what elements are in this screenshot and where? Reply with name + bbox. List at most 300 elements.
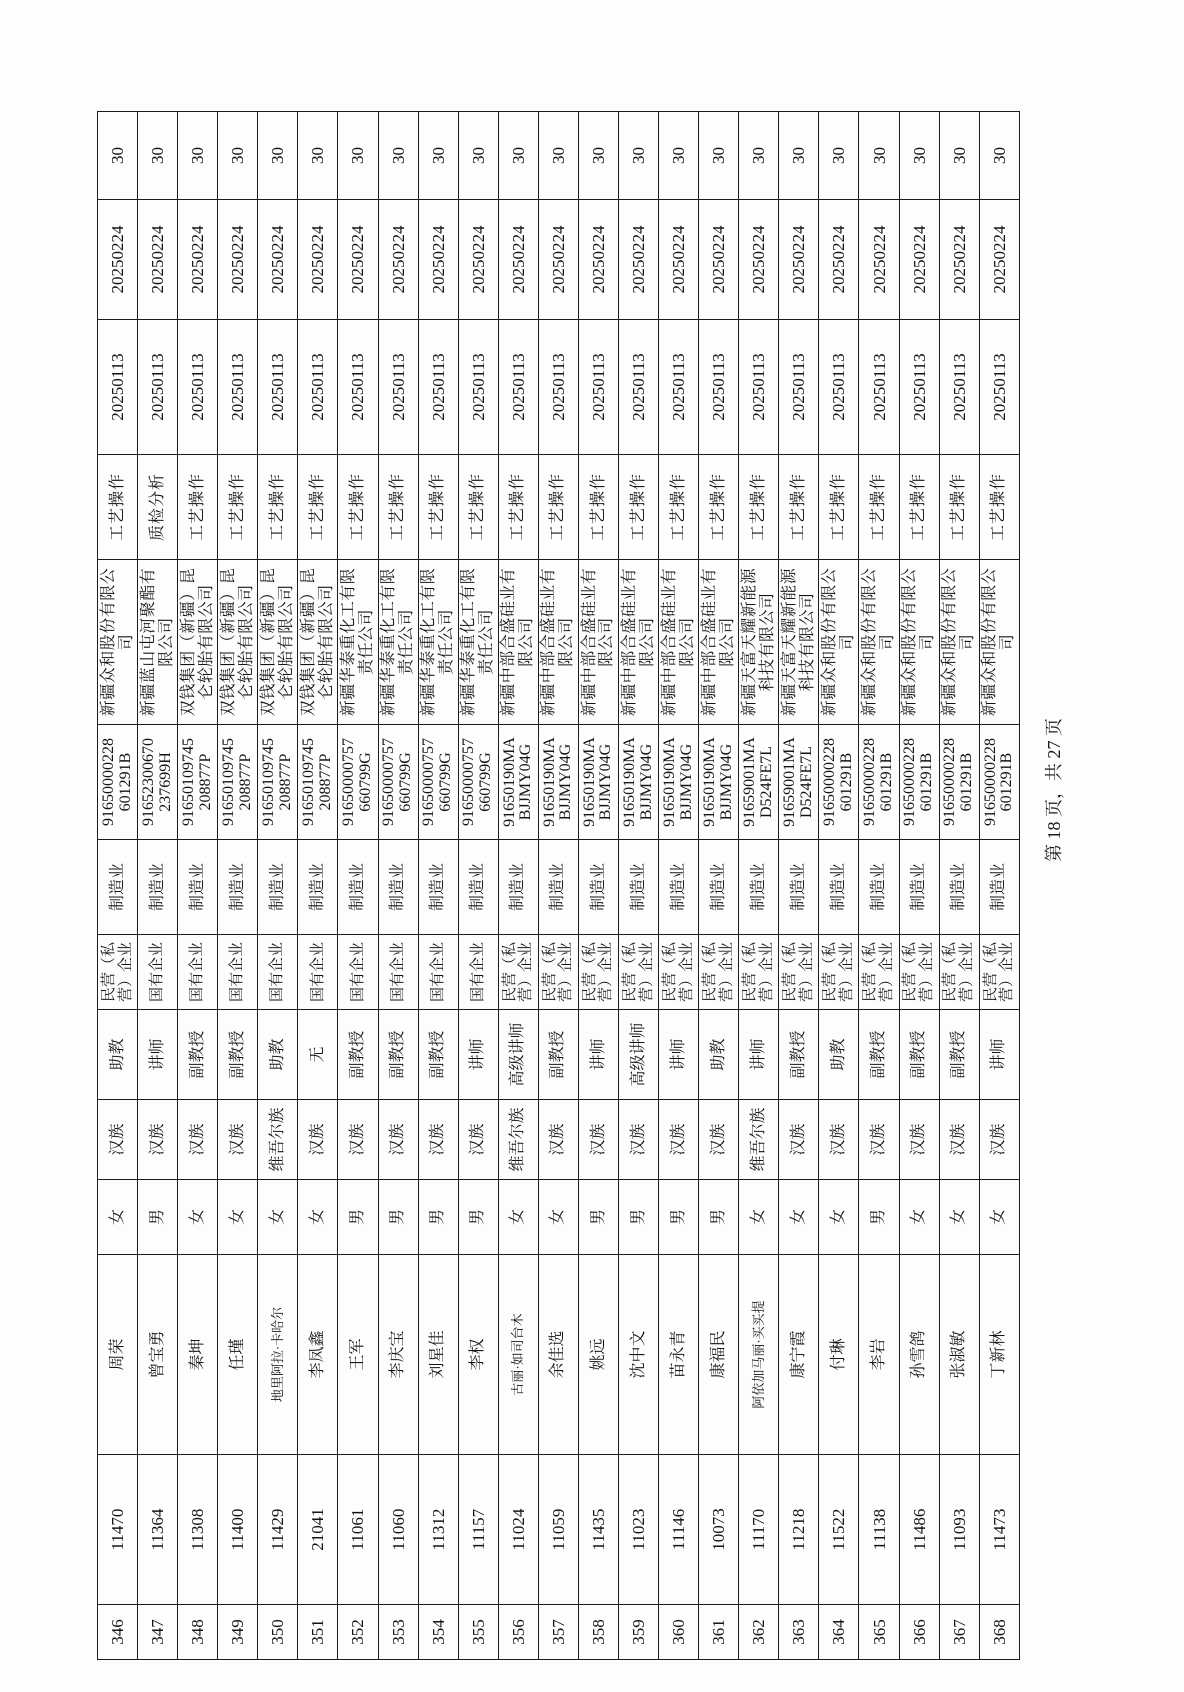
cell-enterprise-type: 民营（私营）企业	[699, 935, 739, 1010]
cell-enterprise-type: 国有企业	[138, 935, 178, 1010]
cell-gender: 男	[859, 1180, 899, 1255]
cell-name: 孙雪鸽	[899, 1255, 939, 1455]
cell-gender: 男	[619, 1180, 659, 1255]
cell-enterprise-type: 民营（私营）企业	[779, 935, 819, 1010]
cell-staff-id: 11400	[218, 1455, 258, 1605]
table-row	[218, 112, 258, 1660]
cell-end-date: 20250224	[578, 200, 618, 320]
cell-staff-id: 11364	[138, 1455, 178, 1605]
cell-staff-id: 11308	[178, 1455, 218, 1605]
cell-enterprise-type: 民营（私营）企业	[819, 935, 859, 1010]
cell-company: 新疆中部合盛硅业有限公司	[578, 560, 618, 725]
cell-professional-title: 副教授	[178, 1010, 218, 1100]
cell-seq-number: 353	[378, 1605, 418, 1660]
cell-job-type: 质检分析	[138, 455, 178, 560]
cell-enterprise-type: 民营（私营）企业	[739, 935, 779, 1010]
table-row	[378, 112, 418, 1660]
cell-credit-code: 91650000228601291B	[939, 725, 979, 840]
cell-industry: 制造业	[538, 840, 578, 935]
cell-end-date: 20250224	[659, 200, 699, 320]
cell-ethnicity: 汉族	[538, 1100, 578, 1180]
cell-ethnicity: 汉族	[578, 1100, 618, 1180]
cell-company: 双钱集团（新疆）昆仑轮胎有限公司	[298, 560, 338, 725]
cell-enterprise-type: 民营（私营）企业	[939, 935, 979, 1010]
cell-gender: 女	[819, 1180, 859, 1255]
cell-enterprise-type: 国有企业	[418, 935, 458, 1010]
cell-company: 新疆众和股份有限公司	[899, 560, 939, 725]
cell-job-type: 工艺操作	[899, 455, 939, 560]
cell-staff-id: 11059	[538, 1455, 578, 1605]
cell-job-type: 工艺操作	[578, 455, 618, 560]
cell-job-type: 工艺操作	[218, 455, 258, 560]
cell-hours: 30	[178, 112, 218, 200]
cell-staff-id: 21041	[298, 1455, 338, 1605]
cell-credit-code: 91650000757660799G	[458, 725, 498, 840]
cell-professional-title: 副教授	[378, 1010, 418, 1100]
cell-company: 新疆众和股份有限公司	[859, 560, 899, 725]
cell-name: 付琳	[819, 1255, 859, 1455]
cell-industry: 制造业	[498, 840, 538, 935]
cell-start-date: 20250113	[338, 320, 378, 455]
table-row	[819, 112, 859, 1660]
cell-end-date: 20250224	[298, 200, 338, 320]
cell-start-date: 20250113	[939, 320, 979, 455]
cell-enterprise-type: 国有企业	[458, 935, 498, 1010]
cell-company: 新疆众和股份有限公司	[979, 560, 1019, 725]
cell-industry: 制造业	[699, 840, 739, 935]
cell-end-date: 20250224	[699, 200, 739, 320]
table-row	[899, 112, 939, 1660]
cell-industry: 制造业	[819, 840, 859, 935]
cell-seq-number: 354	[418, 1605, 458, 1660]
cell-ethnicity: 汉族	[899, 1100, 939, 1180]
cell-company: 新疆中部合盛硅业有限公司	[619, 560, 659, 725]
cell-ethnicity: 汉族	[458, 1100, 498, 1180]
cell-credit-code: 91650000228601291B	[819, 725, 859, 840]
cell-staff-id: 11061	[338, 1455, 378, 1605]
cell-credit-code: 91650000228601291B	[98, 725, 138, 840]
cell-enterprise-type: 国有企业	[378, 935, 418, 1010]
cell-ethnicity: 汉族	[659, 1100, 699, 1180]
table-row	[538, 112, 578, 1660]
cell-job-type: 工艺操作	[498, 455, 538, 560]
cell-gender: 男	[418, 1180, 458, 1255]
cell-credit-code: 91650000757660799G	[378, 725, 418, 840]
cell-name: 李岩	[859, 1255, 899, 1455]
cell-start-date: 20250113	[578, 320, 618, 455]
cell-credit-code: 91650109745208877P	[218, 725, 258, 840]
table-row	[138, 112, 178, 1660]
cell-company: 新疆华泰重化工有限责任公司	[378, 560, 418, 725]
cell-company: 新疆天富天耀新能源科技有限公司	[739, 560, 779, 725]
cell-gender: 男	[338, 1180, 378, 1255]
cell-seq-number: 360	[659, 1605, 699, 1660]
cell-name: 周荣	[98, 1255, 138, 1455]
roster-body	[98, 112, 1020, 1660]
cell-ethnicity: 汉族	[819, 1100, 859, 1180]
cell-start-date: 20250113	[699, 320, 739, 455]
cell-company: 新疆中部合盛硅业有限公司	[498, 560, 538, 725]
cell-gender: 女	[98, 1180, 138, 1255]
cell-credit-code: 91650000228601291B	[859, 725, 899, 840]
cell-industry: 制造业	[899, 840, 939, 935]
cell-gender: 女	[979, 1180, 1019, 1255]
cell-enterprise-type: 国有企业	[258, 935, 298, 1010]
cell-start-date: 20250113	[859, 320, 899, 455]
cell-staff-id: 11473	[979, 1455, 1019, 1605]
cell-seq-number: 361	[699, 1605, 739, 1660]
cell-ethnicity: 维吾尔族	[258, 1100, 298, 1180]
table-row	[779, 112, 819, 1660]
cell-enterprise-type: 国有企业	[338, 935, 378, 1010]
cell-hours: 30	[458, 112, 498, 200]
cell-seq-number: 351	[298, 1605, 338, 1660]
cell-seq-number: 368	[979, 1605, 1019, 1660]
cell-professional-title: 副教授	[338, 1010, 378, 1100]
cell-start-date: 20250113	[98, 320, 138, 455]
cell-staff-id: 11470	[98, 1455, 138, 1605]
cell-company: 新疆华泰重化工有限责任公司	[418, 560, 458, 725]
cell-name: 姚远	[578, 1255, 618, 1455]
cell-company: 新疆华泰重化工有限责任公司	[338, 560, 378, 725]
table-row	[418, 112, 458, 1660]
table-row	[659, 112, 699, 1660]
cell-gender: 男	[659, 1180, 699, 1255]
cell-staff-id: 11522	[819, 1455, 859, 1605]
cell-seq-number: 349	[218, 1605, 258, 1660]
cell-industry: 制造业	[258, 840, 298, 935]
cell-staff-id: 11486	[899, 1455, 939, 1605]
cell-ethnicity: 汉族	[218, 1100, 258, 1180]
cell-start-date: 20250113	[979, 320, 1019, 455]
cell-industry: 制造业	[979, 840, 1019, 935]
cell-enterprise-type: 民营（私营）企业	[578, 935, 618, 1010]
cell-credit-code: 91659001MAD524FE7L	[779, 725, 819, 840]
cell-end-date: 20250224	[458, 200, 498, 320]
cell-industry: 制造业	[659, 840, 699, 935]
cell-gender: 男	[138, 1180, 178, 1255]
cell-staff-id: 11060	[378, 1455, 418, 1605]
cell-hours: 30	[939, 112, 979, 200]
table-row	[178, 112, 218, 1660]
cell-ethnicity: 汉族	[418, 1100, 458, 1180]
cell-start-date: 20250113	[819, 320, 859, 455]
cell-hours: 30	[338, 112, 378, 200]
cell-gender: 男	[699, 1180, 739, 1255]
cell-name: 张淑敏	[939, 1255, 979, 1455]
cell-credit-code: 91652300670237699H	[138, 725, 178, 840]
cell-seq-number: 356	[498, 1605, 538, 1660]
cell-end-date: 20250224	[418, 200, 458, 320]
cell-credit-code: 91650109745208877P	[178, 725, 218, 840]
cell-name: 曾宝勇	[138, 1255, 178, 1455]
cell-start-date: 20250113	[498, 320, 538, 455]
cell-credit-code: 91650109745208877P	[258, 725, 298, 840]
cell-job-type: 工艺操作	[418, 455, 458, 560]
cell-end-date: 20250224	[779, 200, 819, 320]
cell-end-date: 20250224	[939, 200, 979, 320]
cell-professional-title: 讲师	[739, 1010, 779, 1100]
cell-job-type: 工艺操作	[659, 455, 699, 560]
table-row	[258, 112, 298, 1660]
cell-staff-id: 11170	[739, 1455, 779, 1605]
cell-industry: 制造业	[458, 840, 498, 935]
cell-start-date: 20250113	[779, 320, 819, 455]
cell-credit-code: 91650190MABJJMY04G	[498, 725, 538, 840]
cell-company: 新疆中部合盛硅业有限公司	[538, 560, 578, 725]
cell-professional-title: 副教授	[218, 1010, 258, 1100]
cell-name: 康福民	[699, 1255, 739, 1455]
cell-job-type: 工艺操作	[338, 455, 378, 560]
cell-industry: 制造业	[619, 840, 659, 935]
cell-enterprise-type: 国有企业	[178, 935, 218, 1010]
cell-credit-code: 91650190MABJJMY04G	[578, 725, 618, 840]
cell-name: 康宁霞	[779, 1255, 819, 1455]
cell-industry: 制造业	[178, 840, 218, 935]
cell-industry: 制造业	[218, 840, 258, 935]
cell-seq-number: 357	[538, 1605, 578, 1660]
cell-start-date: 20250113	[138, 320, 178, 455]
cell-hours: 30	[819, 112, 859, 200]
cell-industry: 制造业	[859, 840, 899, 935]
cell-staff-id: 11429	[258, 1455, 298, 1605]
cell-start-date: 20250113	[218, 320, 258, 455]
cell-hours: 30	[578, 112, 618, 200]
cell-hours: 30	[739, 112, 779, 200]
cell-job-type: 工艺操作	[258, 455, 298, 560]
cell-start-date: 20250113	[538, 320, 578, 455]
cell-start-date: 20250113	[659, 320, 699, 455]
cell-credit-code: 91659001MAD524FE7L	[739, 725, 779, 840]
cell-job-type: 工艺操作	[378, 455, 418, 560]
cell-hours: 30	[659, 112, 699, 200]
cell-end-date: 20250224	[98, 200, 138, 320]
cell-professional-title: 无	[298, 1010, 338, 1100]
cell-name: 余佳选	[538, 1255, 578, 1455]
table-row	[859, 112, 899, 1660]
cell-gender: 男	[378, 1180, 418, 1255]
cell-credit-code: 91650000228601291B	[899, 725, 939, 840]
cell-staff-id: 11146	[659, 1455, 699, 1605]
cell-professional-title: 副教授	[859, 1010, 899, 1100]
cell-hours: 30	[699, 112, 739, 200]
cell-job-type: 工艺操作	[779, 455, 819, 560]
cell-name: 古丽·如司台木	[498, 1255, 538, 1455]
cell-start-date: 20250113	[298, 320, 338, 455]
cell-hours: 30	[498, 112, 538, 200]
cell-staff-id: 11138	[859, 1455, 899, 1605]
cell-professional-title: 助教	[819, 1010, 859, 1100]
cell-name: 李权	[458, 1255, 498, 1455]
cell-ethnicity: 汉族	[378, 1100, 418, 1180]
cell-job-type: 工艺操作	[538, 455, 578, 560]
cell-hours: 30	[619, 112, 659, 200]
cell-job-type: 工艺操作	[178, 455, 218, 560]
table-row	[619, 112, 659, 1660]
cell-credit-code: 91650190MABJJMY04G	[538, 725, 578, 840]
cell-professional-title: 讲师	[979, 1010, 1019, 1100]
cell-ethnicity: 维吾尔族	[498, 1100, 538, 1180]
table-row	[739, 112, 779, 1660]
cell-ethnicity: 维吾尔族	[739, 1100, 779, 1180]
table-row	[699, 112, 739, 1660]
cell-professional-title: 副教授	[939, 1010, 979, 1100]
cell-hours: 30	[779, 112, 819, 200]
cell-ethnicity: 汉族	[138, 1100, 178, 1180]
cell-seq-number: 350	[258, 1605, 298, 1660]
cell-professional-title: 助教	[258, 1010, 298, 1100]
cell-enterprise-type: 民营（私营）企业	[859, 935, 899, 1010]
cell-job-type: 工艺操作	[939, 455, 979, 560]
cell-professional-title: 讲师	[138, 1010, 178, 1100]
cell-enterprise-type: 民营（私营）企业	[899, 935, 939, 1010]
cell-enterprise-type: 民营（私营）企业	[619, 935, 659, 1010]
cell-company: 新疆中部合盛硅业有限公司	[699, 560, 739, 725]
cell-professional-title: 副教授	[538, 1010, 578, 1100]
cell-gender: 男	[578, 1180, 618, 1255]
cell-enterprise-type: 国有企业	[218, 935, 258, 1010]
cell-ethnicity: 汉族	[979, 1100, 1019, 1180]
cell-hours: 30	[258, 112, 298, 200]
cell-professional-title: 讲师	[659, 1010, 699, 1100]
cell-ethnicity: 汉族	[298, 1100, 338, 1180]
cell-staff-id: 10073	[699, 1455, 739, 1605]
cell-ethnicity: 汉族	[178, 1100, 218, 1180]
cell-enterprise-type: 民营（私营）企业	[659, 935, 699, 1010]
cell-gender: 女	[538, 1180, 578, 1255]
cell-professional-title: 高级讲师	[498, 1010, 538, 1100]
cell-job-type: 工艺操作	[859, 455, 899, 560]
cell-company: 新疆众和股份有限公司	[939, 560, 979, 725]
cell-end-date: 20250224	[178, 200, 218, 320]
cell-ethnicity: 汉族	[699, 1100, 739, 1180]
cell-name: 李凤鑫	[298, 1255, 338, 1455]
cell-hours: 30	[979, 112, 1019, 200]
cell-start-date: 20250113	[619, 320, 659, 455]
cell-hours: 30	[418, 112, 458, 200]
cell-job-type: 工艺操作	[699, 455, 739, 560]
cell-hours: 30	[298, 112, 338, 200]
cell-hours: 30	[98, 112, 138, 200]
cell-seq-number: 362	[739, 1605, 779, 1660]
cell-credit-code: 91650190MABJJMY04G	[659, 725, 699, 840]
cell-company: 双钱集团（新疆）昆仑轮胎有限公司	[218, 560, 258, 725]
cell-seq-number: 364	[819, 1605, 859, 1660]
cell-credit-code: 91650000757660799G	[338, 725, 378, 840]
cell-end-date: 20250224	[338, 200, 378, 320]
cell-staff-id: 11157	[458, 1455, 498, 1605]
cell-industry: 制造业	[298, 840, 338, 935]
cell-start-date: 20250113	[418, 320, 458, 455]
cell-start-date: 20250113	[378, 320, 418, 455]
cell-ethnicity: 汉族	[619, 1100, 659, 1180]
cell-industry: 制造业	[138, 840, 178, 935]
cell-gender: 女	[739, 1180, 779, 1255]
cell-job-type: 工艺操作	[619, 455, 659, 560]
cell-job-type: 工艺操作	[298, 455, 338, 560]
cell-ethnicity: 汉族	[98, 1100, 138, 1180]
cell-seq-number: 348	[178, 1605, 218, 1660]
cell-gender: 女	[218, 1180, 258, 1255]
cell-industry: 制造业	[578, 840, 618, 935]
cell-job-type: 工艺操作	[98, 455, 138, 560]
cell-gender: 女	[899, 1180, 939, 1255]
cell-company: 新疆华泰重化工有限责任公司	[458, 560, 498, 725]
cell-credit-code: 91650000228601291B	[979, 725, 1019, 840]
cell-industry: 制造业	[418, 840, 458, 935]
cell-company: 新疆众和股份有限公司	[819, 560, 859, 725]
cell-name: 李庆宝	[378, 1255, 418, 1455]
cell-company: 新疆中部合盛硅业有限公司	[659, 560, 699, 725]
cell-end-date: 20250224	[979, 200, 1019, 320]
cell-seq-number: 346	[98, 1605, 138, 1660]
roster-table	[97, 111, 1020, 1660]
cell-enterprise-type: 民营（私营）企业	[98, 935, 138, 1010]
cell-professional-title: 高级讲师	[619, 1010, 659, 1100]
cell-name: 丁新林	[979, 1255, 1019, 1455]
cell-enterprise-type: 国有企业	[298, 935, 338, 1010]
cell-gender: 女	[298, 1180, 338, 1255]
cell-professional-title: 副教授	[418, 1010, 458, 1100]
table-row	[578, 112, 618, 1660]
cell-start-date: 20250113	[899, 320, 939, 455]
table-row	[979, 112, 1019, 1660]
cell-seq-number: 359	[619, 1605, 659, 1660]
cell-credit-code: 91650190MABJJMY04G	[699, 725, 739, 840]
cell-company: 新疆众和股份有限公司	[98, 560, 138, 725]
cell-end-date: 20250224	[498, 200, 538, 320]
cell-name: 苗永青	[659, 1255, 699, 1455]
cell-gender: 男	[458, 1180, 498, 1255]
page-number-footer: 第 18 页，共 27 页	[1044, 718, 1064, 862]
cell-end-date: 20250224	[138, 200, 178, 320]
cell-industry: 制造业	[98, 840, 138, 935]
cell-start-date: 20250113	[458, 320, 498, 455]
cell-start-date: 20250113	[739, 320, 779, 455]
cell-hours: 30	[218, 112, 258, 200]
cell-staff-id: 11023	[619, 1455, 659, 1605]
cell-credit-code: 91650190MABJJMY04G	[619, 725, 659, 840]
cell-name: 沈中文	[619, 1255, 659, 1455]
cell-professional-title: 副教授	[899, 1010, 939, 1100]
cell-job-type: 工艺操作	[739, 455, 779, 560]
table-row	[98, 112, 138, 1660]
cell-professional-title: 副教授	[779, 1010, 819, 1100]
cell-enterprise-type: 民营（私营）企业	[498, 935, 538, 1010]
cell-end-date: 20250224	[378, 200, 418, 320]
cell-industry: 制造业	[338, 840, 378, 935]
cell-seq-number: 363	[779, 1605, 819, 1660]
cell-seq-number: 347	[138, 1605, 178, 1660]
cell-seq-number: 358	[578, 1605, 618, 1660]
cell-professional-title: 讲师	[578, 1010, 618, 1100]
table-row	[939, 112, 979, 1660]
table-row	[298, 112, 338, 1660]
cell-seq-number: 366	[899, 1605, 939, 1660]
cell-name: 任瑾	[218, 1255, 258, 1455]
cell-ethnicity: 汉族	[939, 1100, 979, 1180]
cell-professional-title: 讲师	[458, 1010, 498, 1100]
cell-name: 阿依加马丽·买买提	[739, 1255, 779, 1455]
cell-end-date: 20250224	[538, 200, 578, 320]
table-row	[498, 112, 538, 1660]
cell-end-date: 20250224	[258, 200, 298, 320]
cell-staff-id: 11218	[779, 1455, 819, 1605]
cell-job-type: 工艺操作	[979, 455, 1019, 560]
cell-hours: 30	[538, 112, 578, 200]
table-row	[338, 112, 378, 1660]
cell-hours: 30	[138, 112, 178, 200]
